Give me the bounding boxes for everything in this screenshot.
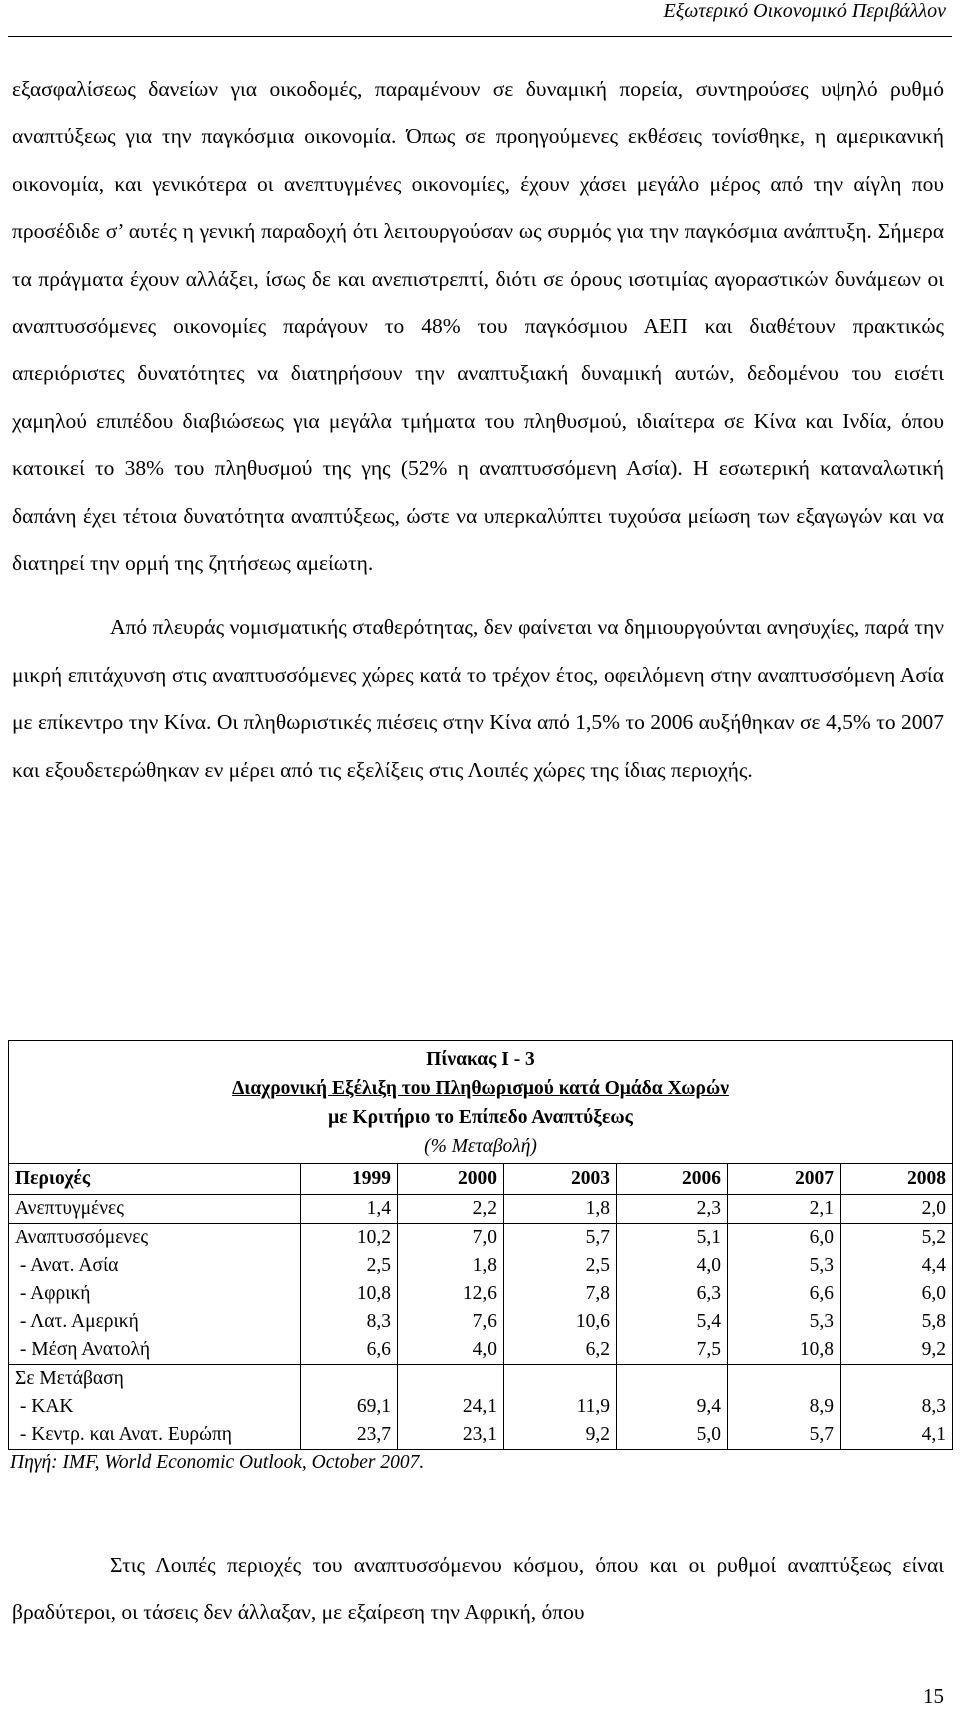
- table-cell: 2,5: [301, 1252, 398, 1280]
- running-header-title: Εξωτερικό Οικονομικό Περιβάλλον: [663, 0, 946, 22]
- header-rule: [8, 36, 952, 37]
- table-subtitle-1: Διαχρονική Εξέλιξη του Πληθωρισμού κατά Ομάδα Χωρών: [232, 1078, 729, 1099]
- table-cell: 7,5: [617, 1336, 728, 1365]
- table-row: [9, 1252, 953, 1280]
- row-label: Ανεπτυγμένες: [9, 1195, 301, 1224]
- table-row: [9, 1280, 953, 1308]
- table-row: [9, 1421, 953, 1450]
- paragraph-continuation: εξασφαλίσεως δανείων για οικοδομές, παραμένουν σε δυναμική πορεία, συντηρούσες υψηλό ρυθμό αναπτύξεως για την παγκόσμια οικονομία. Όπως σε προηγούμενες εκθέσεις τονίσθηκε, η αμερικανική οικονομία, και γενικότερα οι ανεπτυγμένες οικονομίες, έχουν χάσει μεγάλο μέρος από την αίγλη που προσέδιδε σ’ αυτές η γενική παραδοχή ότι λειτουργούσαν ως συρμός για την παγκόσμια ανάπτυξη. Σήμερα τα πράγματα έχουν αλλάξει, ίσως δε και ανεπιστρεπτί, διότι σε όρους ισοτιμίας αγοραστικών δυνάμεων οι αναπτυσσόμενες οικονομίες παράγουν το 48% του παγκόσμιου ΑΕΠ και διαθέτουν πρακτικώς απεριόριστες δυνατότητες να διατηρήσουν την αναπτυξιακή δυναμική αυτών, δεδομένου του εισέτι χαμηλού επιπέδου διαβιώσεως για μεγάλα τμήματα του πληθυσμού, ιδιαίτερα σε Κίνα και Ινδία, όπου κατοικεί το 38% του πληθυσμού της γης (52% η αναπτυσσόμενη Ασία). Η εσωτερική καταναλωτική δαπάνη έχει τέτοια δυνατότητα αναπτύξεως, ώστε να υπερκαλύπτει τυχούσα μείωση των εξαγωγών και να διατηρεί την ορμή της ζητήσεως αμείωτη.: [12, 77, 944, 576]
- table-cell: 6,0: [728, 1224, 841, 1253]
- row-label: - Ανατ. Ασία: [9, 1252, 301, 1280]
- table-cell: 4,4: [841, 1252, 953, 1280]
- table-cell: [301, 1365, 398, 1394]
- table-cell: 10,8: [301, 1280, 398, 1308]
- table-cell: 7,8: [504, 1280, 617, 1308]
- table-cell: 7,0: [398, 1224, 504, 1253]
- table-cell: [728, 1365, 841, 1394]
- table-header-row: [9, 1164, 953, 1195]
- table-title: Πίνακας Ι - 3: [426, 1049, 535, 1070]
- table-cell: 2,5: [504, 1252, 617, 1280]
- column-header-regions: Περιοχές: [9, 1164, 301, 1195]
- table-cell: 12,6: [398, 1280, 504, 1308]
- column-header-year: 2008: [841, 1164, 953, 1195]
- table-cell: 5,2: [841, 1224, 953, 1253]
- table-caption: [9, 1041, 953, 1164]
- paragraph-other-regions: Στις Λοιπές περιοχές του αναπτυσσόμενου κόσμου, όπου και οι ρυθμοί αναπτύξεως είναι βραδύτεροι, οι τάσεις δεν άλλαξαν, με εξαίρεση την Αφρική, όπου: [12, 1553, 944, 1625]
- table-cell: 2,3: [617, 1195, 728, 1224]
- table-cell: 9,2: [504, 1421, 617, 1450]
- body-text-bottom: [12, 1542, 944, 1637]
- table-cell: 69,1: [301, 1393, 398, 1421]
- table-cell: 4,1: [841, 1421, 953, 1450]
- row-label: - Λατ. Αμερική: [9, 1308, 301, 1336]
- row-label: Αναπτυσσόμενες: [9, 1224, 301, 1253]
- table-cell: 6,3: [617, 1280, 728, 1308]
- table-cell: 1,8: [504, 1195, 617, 1224]
- table-subtitle-2: με Κριτήριο το Επίπεδο Αναπτύξεως: [328, 1107, 633, 1128]
- table-cell: 9,2: [841, 1336, 953, 1365]
- inflation-table-block: [8, 1040, 952, 1474]
- body-text-top: [12, 66, 944, 794]
- table-cell: [617, 1365, 728, 1394]
- table-row: [9, 1224, 953, 1253]
- table-cell: 2,0: [841, 1195, 953, 1224]
- table-cell: 10,6: [504, 1308, 617, 1336]
- table-cell: 10,8: [728, 1336, 841, 1365]
- table-cell: 6,2: [504, 1336, 617, 1365]
- table-cell: 8,3: [301, 1308, 398, 1336]
- table-cell: 23,7: [301, 1421, 398, 1450]
- table-cell: 6,6: [301, 1336, 398, 1365]
- table-cell: 2,2: [398, 1195, 504, 1224]
- table-cell: 11,9: [504, 1393, 617, 1421]
- table-row: [9, 1393, 953, 1421]
- table-cell: 8,9: [728, 1393, 841, 1421]
- table-cell: [398, 1365, 504, 1394]
- table-cell: 5,3: [728, 1308, 841, 1336]
- table-cell: 5,3: [728, 1252, 841, 1280]
- table-cell: 24,1: [398, 1393, 504, 1421]
- table-cell: 6,0: [841, 1280, 953, 1308]
- table-cell: [841, 1365, 953, 1394]
- table-cell: 1,4: [301, 1195, 398, 1224]
- table-cell: [504, 1365, 617, 1394]
- table-cell: 1,8: [398, 1252, 504, 1280]
- table-cell: 8,3: [841, 1393, 953, 1421]
- table-row: [9, 1308, 953, 1336]
- table-cell: 23,1: [398, 1421, 504, 1450]
- paragraph-monetary-stability: Από πλευράς νομισματικής σταθερότητας, δεν φαίνεται να δημιουργούνται ανησυχίες, παρά την μικρή επιτάχυνση στις αναπτυσσόμενες χώρες κατά το τρέχον έτος, οφειλόμενη στην αναπτυσσόμενη Ασία με επίκεντρο την Κίνα. Οι πληθωριστικές πιέσεις στην Κίνα από 1,5% το 2006 αυξήθηκαν σε 4,5% το 2007 και εξουδετερώθηκαν εν μέρει από τις εξελίξεις στις Λοιπές χώρες της ίδιας περιοχής.: [12, 615, 944, 782]
- table-cell: 9,4: [617, 1393, 728, 1421]
- table-cell: 7,6: [398, 1308, 504, 1336]
- table-cell: 5,7: [504, 1224, 617, 1253]
- table-cell: 5,4: [617, 1308, 728, 1336]
- table-cell: 10,2: [301, 1224, 398, 1253]
- column-header-year: 2000: [398, 1164, 504, 1195]
- page-number: 15: [923, 1684, 944, 1708]
- table-cell: 5,7: [728, 1421, 841, 1450]
- table-cell: 5,8: [841, 1308, 953, 1336]
- row-label: - Κεντρ. και Ανατ. Ευρώπη: [9, 1421, 301, 1450]
- column-header-year: 2006: [617, 1164, 728, 1195]
- table-row: [9, 1365, 953, 1394]
- inflation-table: [8, 1040, 953, 1450]
- row-label: - Μέση Ανατολή: [9, 1336, 301, 1365]
- table-cell: 4,0: [617, 1252, 728, 1280]
- row-label: - ΚΑΚ: [9, 1393, 301, 1421]
- row-label: - Αφρική: [9, 1280, 301, 1308]
- table-unit: (% Μεταβολή): [424, 1136, 537, 1157]
- row-label: Σε Μετάβαση: [9, 1365, 301, 1394]
- table-row: [9, 1336, 953, 1365]
- column-header-year: 2003: [504, 1164, 617, 1195]
- table-row: [9, 1195, 953, 1224]
- table-cell: 5,0: [617, 1421, 728, 1450]
- table-cell: 5,1: [617, 1224, 728, 1253]
- table-cell: 6,6: [728, 1280, 841, 1308]
- column-header-year: 2007: [728, 1164, 841, 1195]
- table-cell: 4,0: [398, 1336, 504, 1365]
- table-cell: 2,1: [728, 1195, 841, 1224]
- table-source: Πηγή: IMF, World Economic Outlook, October 2007.: [10, 1452, 425, 1473]
- column-header-year: 1999: [301, 1164, 398, 1195]
